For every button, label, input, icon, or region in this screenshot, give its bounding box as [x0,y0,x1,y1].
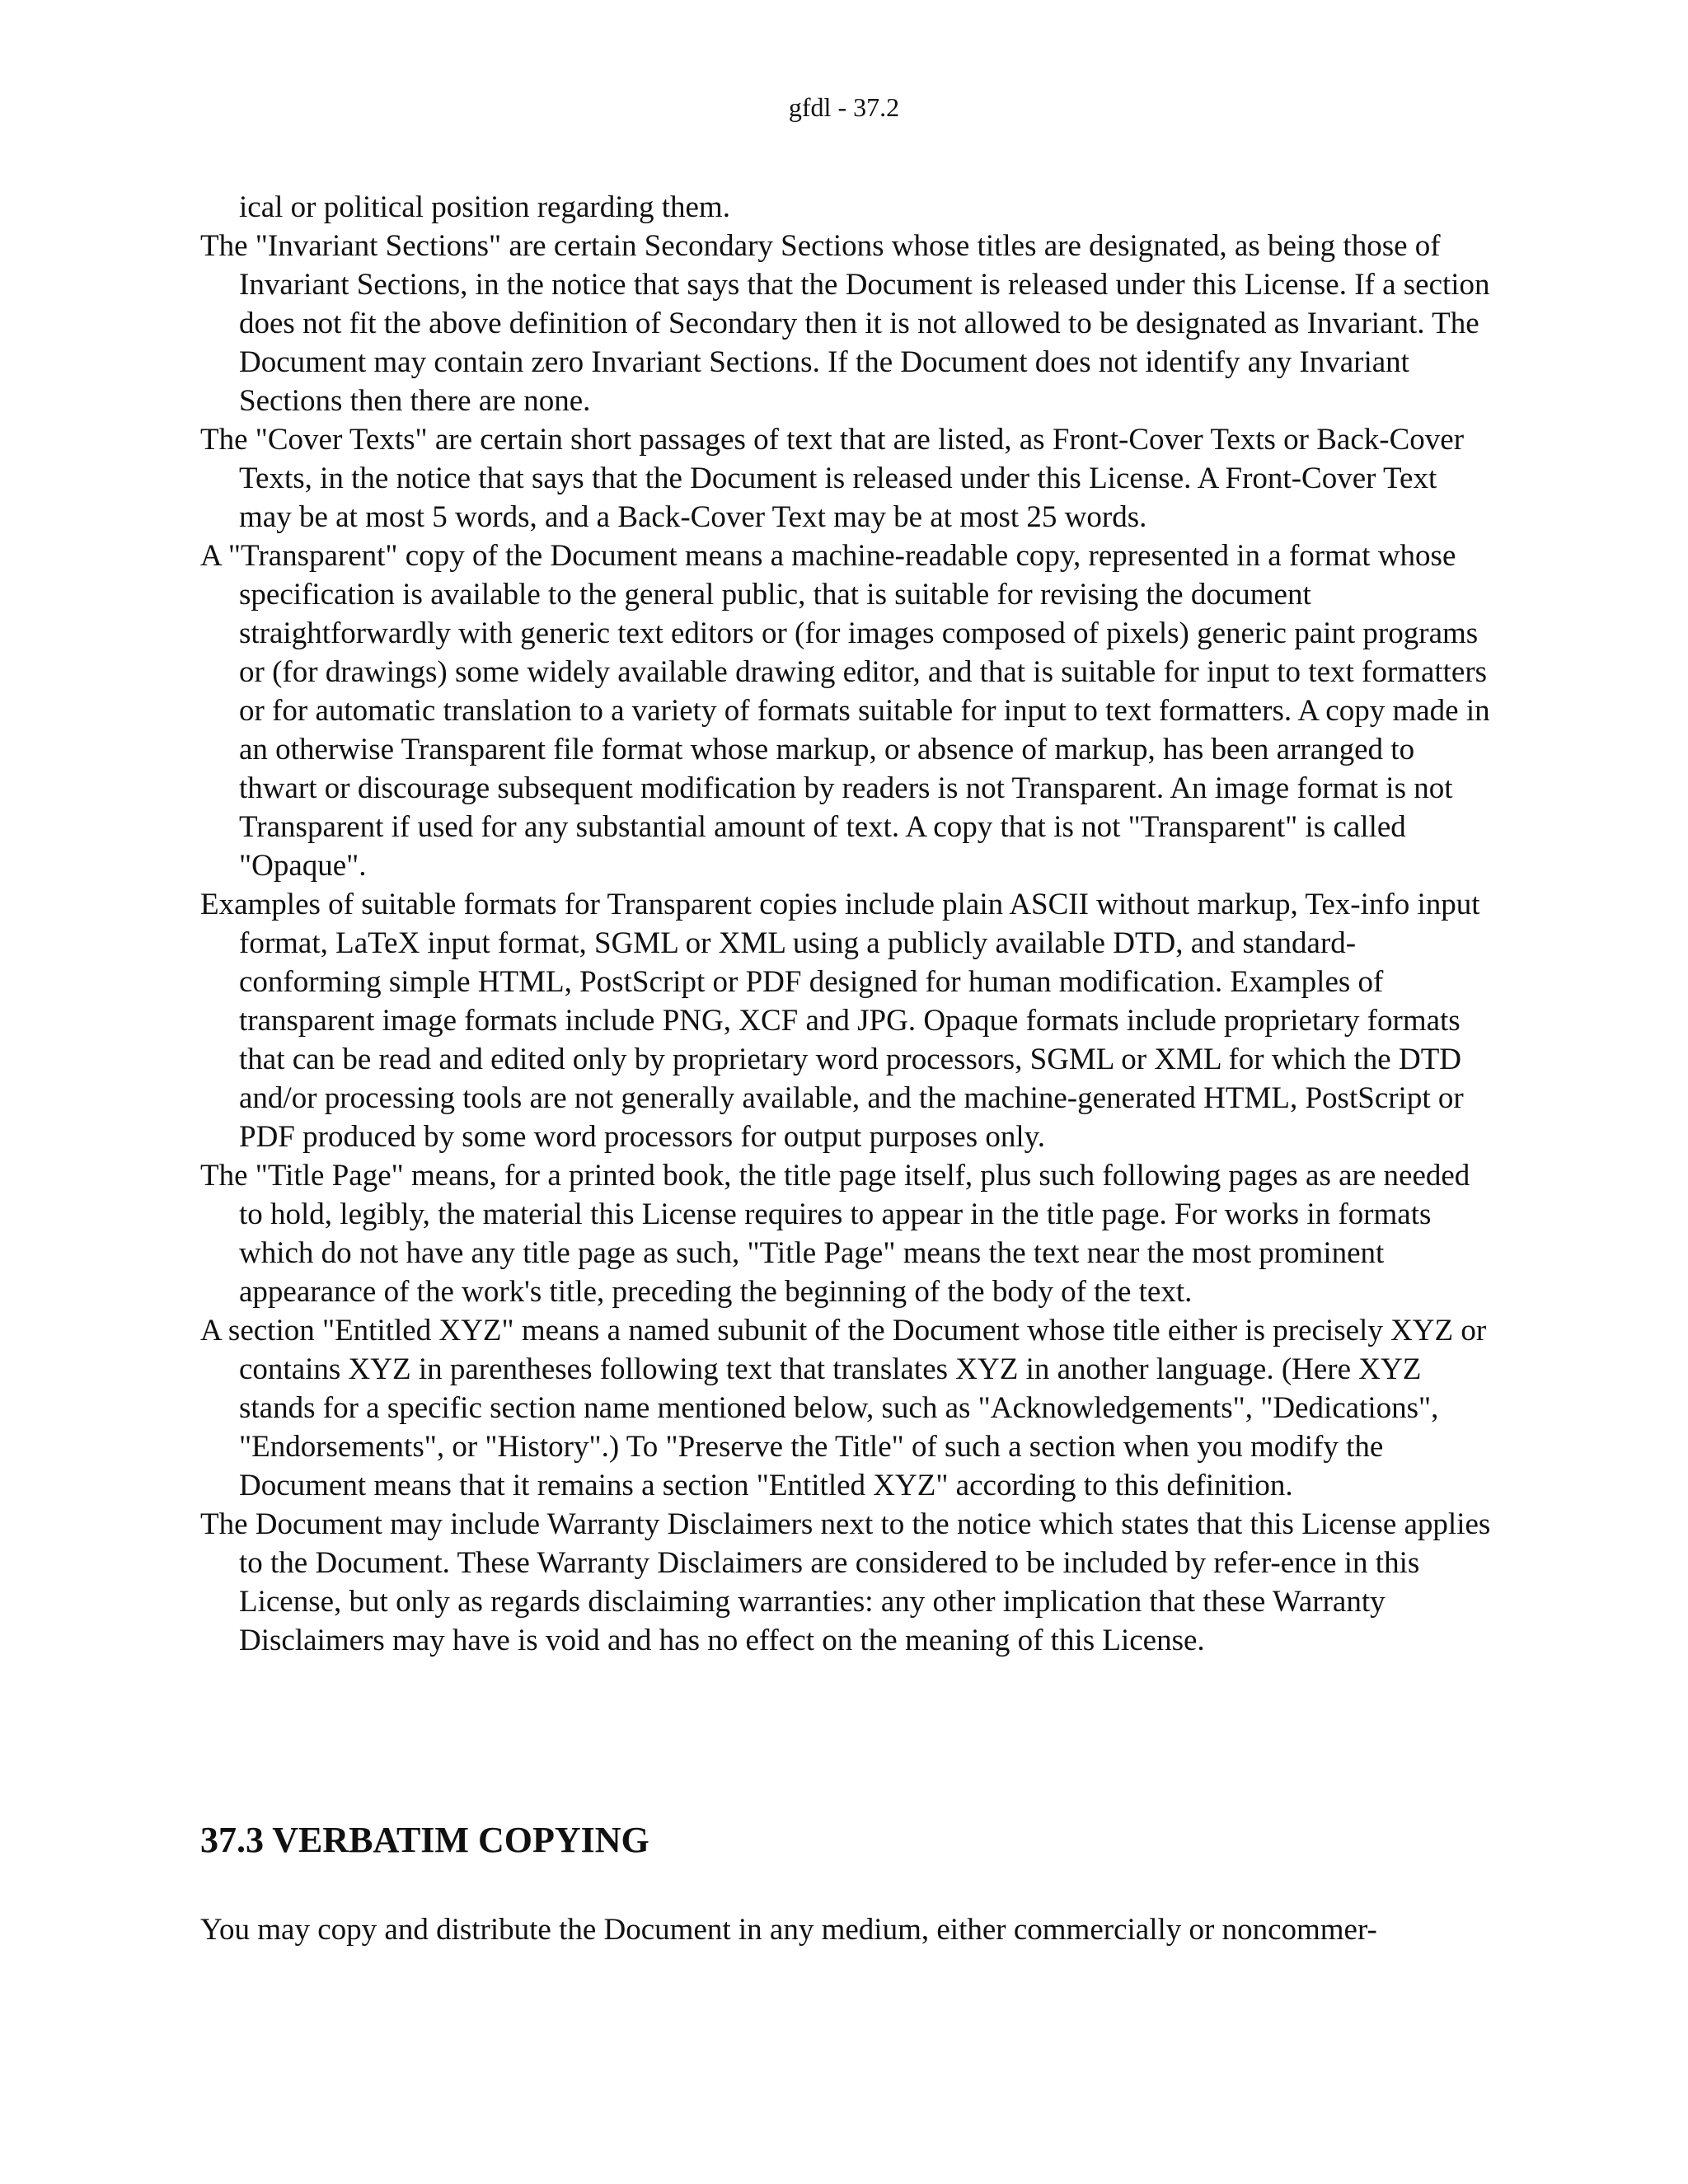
page-header: gfdl - 37.2 [788,92,900,122]
paragraph-entitled-xyz: A section "Entitled XYZ" means a named subunit of the Document whose title either is precisely XYZ or contains XYZ in parentheses following text that translates XYZ in another language. (Here XYZ stands for a specific section name mentioned below, such as "Acknowledgements", "Dedications", "Endorsements", or "History".) To "Preserve the Title" of such a section when you modify the Document means that it remains a section "Entitled XYZ" according to this definition. [200,1314,1487,1502]
paragraph-warranty-disclaimers: The Document may include Warranty Disclaimers next to the notice which states that this License applies to the Document. These Warranty Disclaimers are considered to be included by refer-ence in this License, but only as regards disclaiming warranties: any other implication that these Warranty Disclaimers may have is void and has no effect on the meaning of this License. [200,1507,1491,1657]
paragraph-invariant-sections: The "Invariant Sections" are certain Secondary Sections whose titles are designated, as being those of Invariant Sections, in the notice that says that the Document is released under this License. If a section does not fit the above definition of Secondary then it is not allowed to be designated as Invariant. The Document may contain zero Invariant Sections. If the Document does not identify any Invariant Sections then there are none. [200,229,1490,418]
section-first-paragraph: You may copy and distribute the Document in any medium, either commercially or noncommer- [200,1913,1377,1947]
paragraph-continued: ical or political position regarding them. [239,190,730,224]
paragraph-formats-examples: Examples of suitable formats for Transparent copies include plain ASCII without markup, Tex-info input format, LaTeX input format, SGML or XML using a publicly available DTD, and standard-conforming simple HTML, PostScript or PDF designed for human modification. Examples of transparent image formats include PNG, XCF and JPG. Opaque formats include proprietary formats that can be read and edited only by proprietary word processors, SGML or XML for which the DTD and/or processing tools are not generally available, and the machine-generated HTML, PostScript or PDF produced by some word processors for output purposes only. [200,888,1480,1154]
document-body [200,188,1494,1660]
paragraph-title-page: The "Title Page" means, for a printed book, the title page itself, plus such following pages as are needed to hold, legibly, the material this License requires to appear in the title page. For works in formats which do not have any title page as such, "Title Page" means the text near the most prominent appearance of the work's title, preceding the beginning of the body of the text. [200,1159,1470,1309]
paragraph-transparent: A "Transparent" copy of the Document means a machine-readable copy, represented in a format whose specification is available to the general public, that is suitable for revising the document straightforwardly with generic text editors or (for images composed of pixels) generic paint programs or (for drawings) some widely available drawing editor, and that is suitable for input to text formatters or for automatic translation to a variety of formats suitable for input to text formatters. A copy made in an otherwise Transparent file format whose markup, or absence of markup, has been arranged to thwart or discourage subsequent modification by readers is not Transparent. An image format is not Transparent if used for any substantial amount of text. A copy that is not "Transparent" is called "Opaque". [200,539,1490,883]
paragraph-cover-texts: The "Cover Texts" are certain short passages of text that are listed, as Front-Cover Texts or Back-Cover Texts, in the notice that says that the Document is released under this License. A Front-Cover Text may be at most 5 words, and a Back-Cover Text may be at most 25 words. [200,423,1465,534]
section-heading: 37.3 VERBATIM COPYING [200,1820,649,1860]
